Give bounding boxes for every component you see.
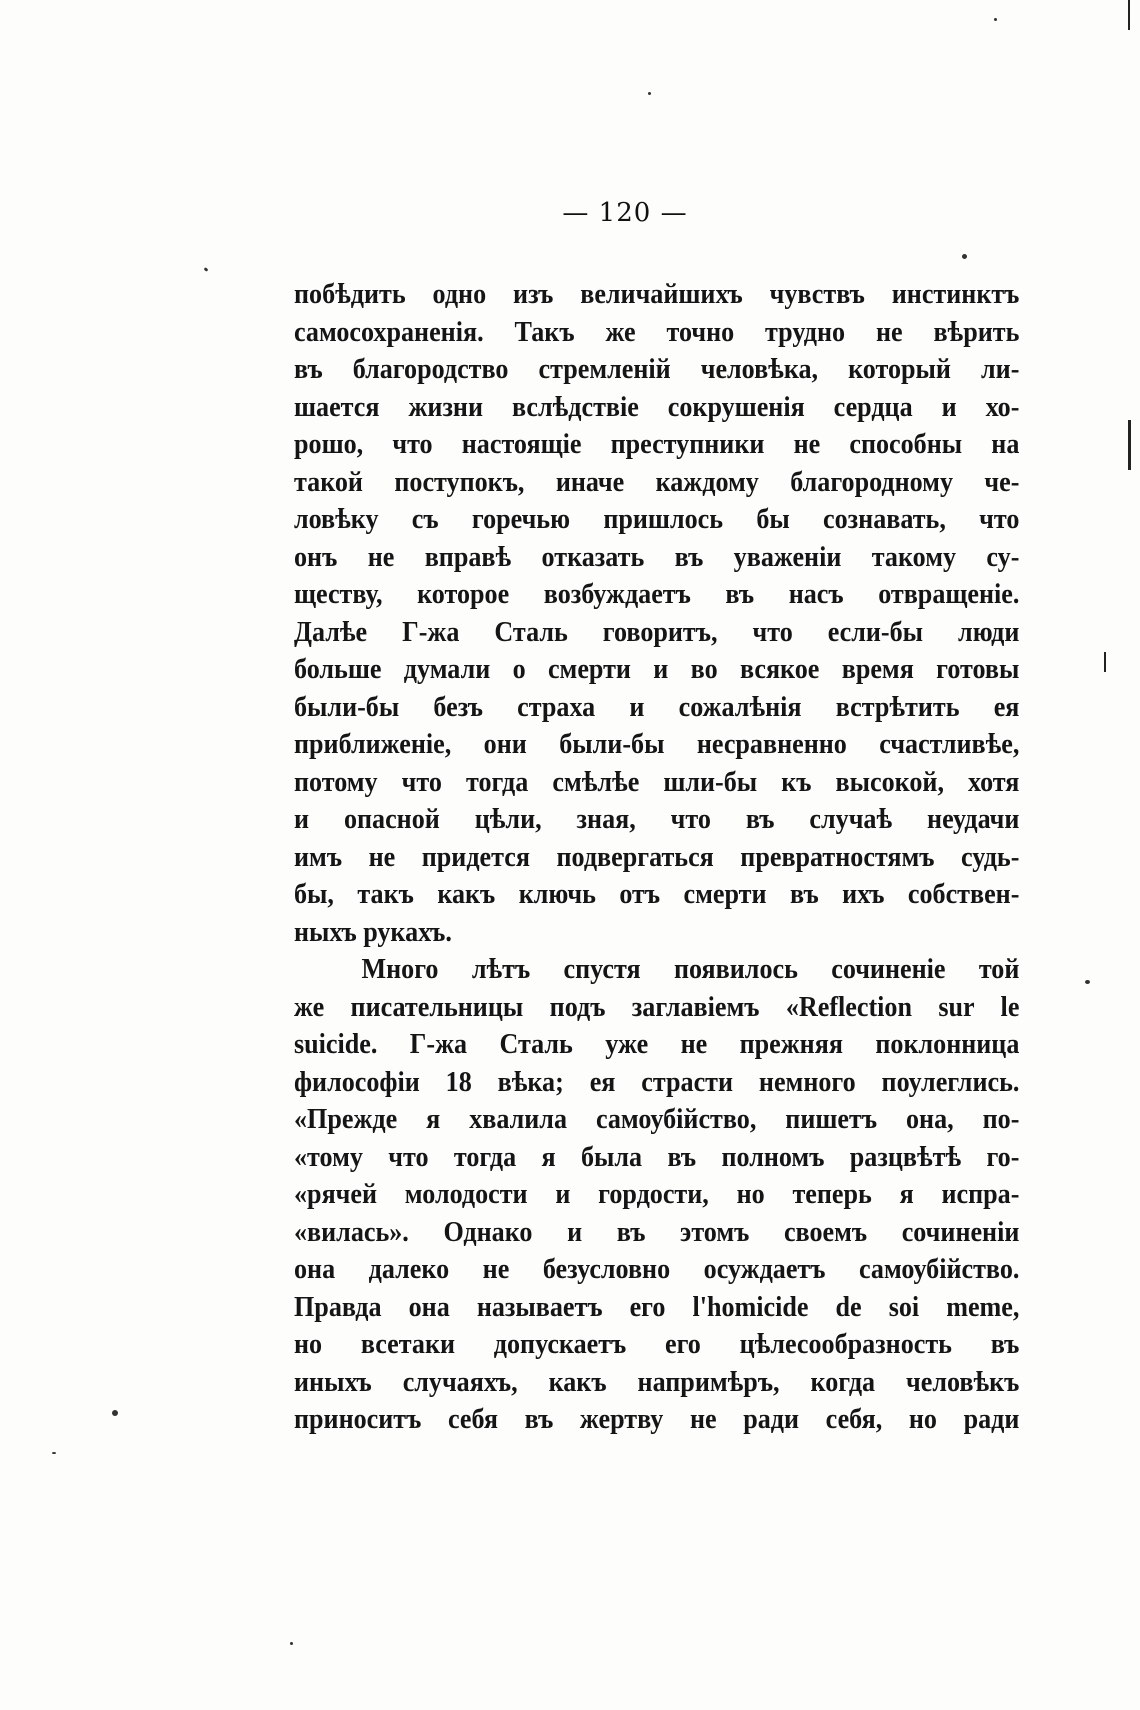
text-line: Правда она называетъ его l'homicide de soi meme, <box>294 1290 1020 1323</box>
text-line: ществу, которое возбуждаетъ въ насъ отвращеніе. <box>294 578 1020 610</box>
text-line: побѣдить одно изъ величайшихъ чувствъ инстинктъ <box>294 278 1020 310</box>
text-line: рошо, что настоящіе преступники не способны на <box>294 428 1020 460</box>
scan-speck <box>290 1642 293 1645</box>
text-line: она далеко не безусловно осуждаетъ самоубійство. <box>294 1253 1020 1285</box>
scan-speck <box>204 267 209 272</box>
scan-speck <box>994 18 997 21</box>
text-line: такой поступокъ, иначе каждому благородному че- <box>294 465 1020 498</box>
text-line: приближеніе, они были-бы несравненно счастливѣе, <box>294 728 1020 760</box>
text-line: больше думали о смерти и во всякое время готовы <box>294 653 1020 685</box>
text-line: потому что тогда смѣлѣе шли-бы къ высокой, хотя <box>294 765 1020 798</box>
page-edge-mark <box>1128 420 1131 470</box>
text-line: въ благородство стремленій человѣка, который ли- <box>294 353 1020 385</box>
text-line: были-бы безъ страха и сожалѣнія встрѣтить ея <box>294 690 1020 723</box>
body-text <box>294 276 1020 1439</box>
text-line: самосохраненія. Такъ же точно трудно не вѣрить <box>294 315 1020 348</box>
text-line: иныхъ случаяхъ, какъ напримѣръ, когда человѣкъ <box>294 1365 1020 1398</box>
paragraph-first-line: Много лѣтъ спустя появилось сочиненіе той <box>361 953 1020 985</box>
text-line: «тому что тогда я была въ полномъ разцвѣтѣ го- <box>294 1140 1020 1173</box>
text-line: и опасной цѣли, зная, что въ случаѣ неудачи <box>294 803 1020 835</box>
page-number: — 120 — <box>562 198 688 228</box>
text-line: «Прежде я хвалила самоубійство, пишетъ она, по- <box>294 1103 1020 1135</box>
text-line: шается жизни вслѣдствіе сокрушенія сердца и хо- <box>294 390 1020 423</box>
scan-speck <box>52 1452 56 1454</box>
scan-speck <box>112 1410 118 1416</box>
text-line: бы, такъ какъ ключь отъ смерти въ ихъ собствен- <box>294 878 1020 910</box>
page-edge-mark <box>1104 652 1106 672</box>
text-line: но всетаки допускаетъ его цѣлесообразность въ <box>294 1328 1020 1360</box>
text-line: «рячей молодости и гордости, но теперь я испра- <box>294 1178 1020 1210</box>
text-line: ловѣку съ горечью пришлось бы сознавать, что <box>294 503 1020 535</box>
text-line: «вилась». Однако и въ этомъ своемъ сочиненіи <box>294 1215 1020 1248</box>
text-line: приноситъ себя въ жертву не ради себя, но ради <box>294 1403 1020 1435</box>
scan-speck <box>962 254 967 259</box>
text-line: же писательницы подъ заглавіемъ «Reflection sur le <box>294 990 1020 1023</box>
scan-speck <box>648 92 651 95</box>
text-line: Далѣе Г-жа Сталь говоритъ, что если-бы люди <box>294 615 1020 648</box>
page-edge-mark <box>1128 0 1130 30</box>
text-line: suicide. Г-жа Сталь уже не прежняя поклонница <box>294 1028 1020 1060</box>
text-line: философіи 18 вѣка; ея страсти немного поулеглись. <box>294 1065 1020 1098</box>
text-line: онъ не вправѣ отказать въ уваженіи такому су- <box>294 540 1020 573</box>
text-line: имъ не придется подвергаться превратностямъ судь- <box>294 840 1020 873</box>
scan-speck <box>1085 980 1090 984</box>
text-line: ныхъ рукахъ. <box>294 915 452 948</box>
